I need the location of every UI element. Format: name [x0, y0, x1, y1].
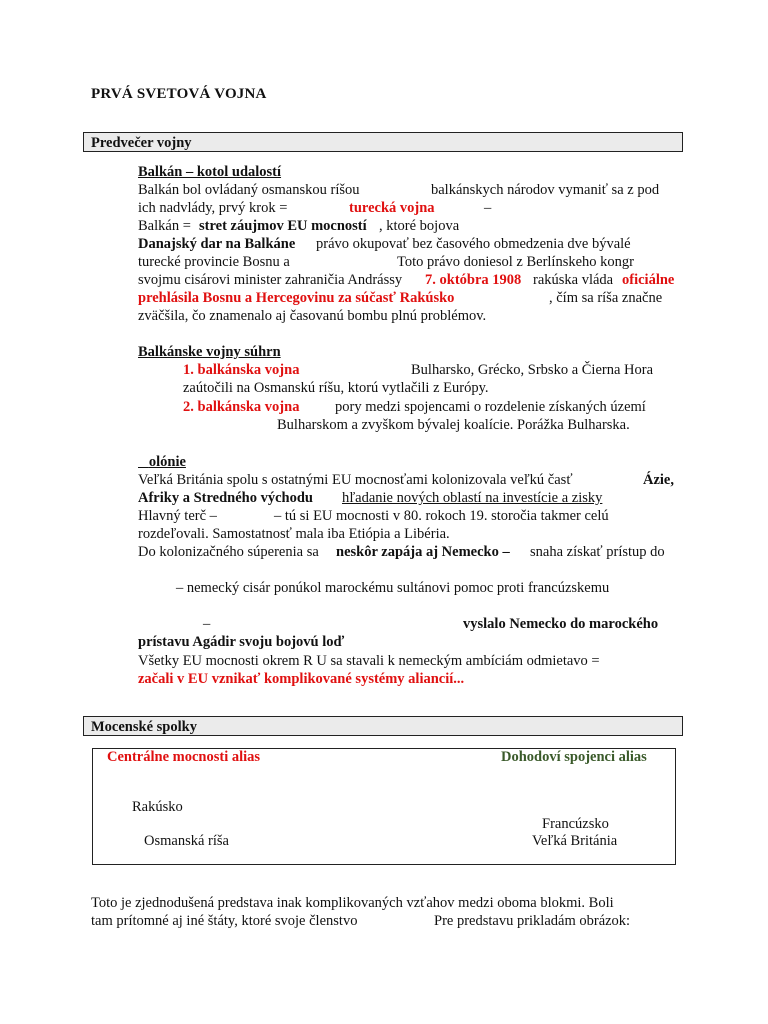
second-balkan-war: 2. balkánska vojna: [183, 399, 300, 415]
colonies-line-2b: hľadanie nových oblastí na investície a zisky: [342, 490, 603, 506]
wars-line-2: zaútočili na Osmanskú ríšu, ktorú vytlačili z Európy.: [183, 380, 489, 396]
balkan-line-5a: turecké provincie Bosnu a: [138, 254, 290, 270]
balkan-line-4b: právo okupovať bez časového obmedzenia dve bývalé: [316, 236, 631, 252]
balkan-line-5b: Toto právo doniesol z Berlínskeho kongr: [397, 254, 634, 270]
colonies-line-1b: Ázie,: [643, 472, 674, 488]
footer-line-2a: tam prítomné aj iné štáty, ktoré svoje členstvo: [91, 913, 358, 929]
colonies-heading-text: olónie: [148, 454, 186, 470]
prehlasila-bosnu: prehlásila Bosnu a Hercegovinu za súčasť Rakúsko: [138, 290, 455, 306]
central-member-2: Osmanská ríša: [144, 833, 229, 849]
balkan-line-1a: Balkán bol ovládaný osmanskou ríšou: [138, 182, 360, 198]
balkan-line-3c: , ktoré bojova: [379, 218, 460, 234]
colonies-heading: [138, 453, 186, 471]
wars-heading: Balkánske vojny súhrn: [138, 344, 281, 360]
stret-zaujmov: stret záujmov EU mocností: [199, 218, 367, 234]
central-member-1: Rakúsko: [132, 799, 183, 815]
wars-line-1b: Bulharsko, Grécko, Srbsko a Čierna Hora: [411, 362, 654, 378]
footer-line-2b: Pre predstavu prikladám obrázok:: [434, 913, 631, 929]
section-header-mocenske-spolky: Mocenské spolky: [83, 716, 683, 736]
colonies-line-7a: –: [203, 616, 211, 632]
central-powers-heading: Centrálne mocnosti alias: [107, 749, 261, 765]
balkan-line-7b: , čím sa ríša značne: [549, 290, 663, 306]
colonies-line-2a: Afriky a Stredného východu: [138, 490, 313, 506]
colonies-line-5a: Do kolonizačného súperenia sa: [138, 544, 319, 560]
colonies-line-9: Všetky EU mocnosti okrem R U sa stavali k nemeckým ambíciám odmietavo =: [138, 653, 600, 669]
balkan-line-2a: ich nadvlády, prvý krok =: [138, 200, 288, 216]
entente-member-2: Veľká Británia: [532, 833, 618, 849]
colonies-line-7b: vyslalo Nemecko do marockého: [463, 616, 659, 632]
balkan-line-2c: –: [484, 200, 492, 216]
balkan-line-6c: rakúska vláda: [533, 272, 614, 288]
oficialne: oficiálne: [622, 272, 675, 288]
wars-line-3b: pory medzi spojencami o rozdelenie získaných území: [335, 399, 646, 415]
date-1908: 7. októbra 1908: [425, 272, 522, 288]
document-title: PRVÁ SVETOVÁ VOJNA: [91, 86, 267, 102]
danajsky-dar: Danajský dar na Balkáne: [138, 236, 296, 252]
alliances-emerging: začali v EU vznikať komplikované systémy aliancií...: [138, 671, 465, 687]
colonies-line-4: rozdeľovali. Samostatnosť mala iba Etiópia a Libéria.: [138, 526, 450, 542]
balkan-line-8: zväčšila, čo znamenalo aj časovanú bombu plnú problémov.: [138, 308, 487, 324]
balkan-line-1b: balkánskych národov vymaniť sa z pod: [431, 182, 660, 198]
germany-joins: neskôr zapája aj Nemecko –: [336, 544, 510, 560]
footer-line-1: Toto je zjednodušená predstava inak komplikovaných vzťahov medzi oboma blokmi. Boli: [91, 895, 614, 911]
balkan-heading: Balkán – kotol udalostí: [138, 164, 282, 180]
first-balkan-war: 1. balkánska vojna: [183, 362, 300, 378]
colonies-line-5c: snaha získať prístup do: [530, 544, 665, 560]
colonies-line-1a: Veľká Británia spolu s ostatnými EU mocnosťami kolonizovala veľkú časť: [138, 472, 573, 488]
colonies-line-3b: – tú si EU mocnosti v 80. rokoch 19. storočia takmer celú: [274, 508, 609, 524]
colonies-line-8: prístavu Agádir svoju bojovú loď: [138, 634, 345, 650]
entente-heading: Dohodoví spojenci alias: [501, 749, 647, 765]
colonies-line-6: – nemecký cisár ponúkol marockému sultánovi pomoc proti francúzskemu: [176, 580, 610, 596]
turecka-vojna: turecká vojna: [349, 200, 435, 216]
colonies-line-3a: Hlavný terč –: [138, 508, 217, 524]
wars-line-4: Bulharskom a zvyškom bývalej koalície. Porážka Bulharska.: [277, 417, 630, 433]
entente-member-1: Francúzsko: [542, 816, 609, 832]
balkan-line-3a: Balkán =: [138, 218, 191, 234]
balkan-line-6a: svojmu cisárovi minister zahraničia Andrássy: [138, 272, 403, 288]
section-header-predvecer: Predvečer vojny: [83, 132, 683, 152]
